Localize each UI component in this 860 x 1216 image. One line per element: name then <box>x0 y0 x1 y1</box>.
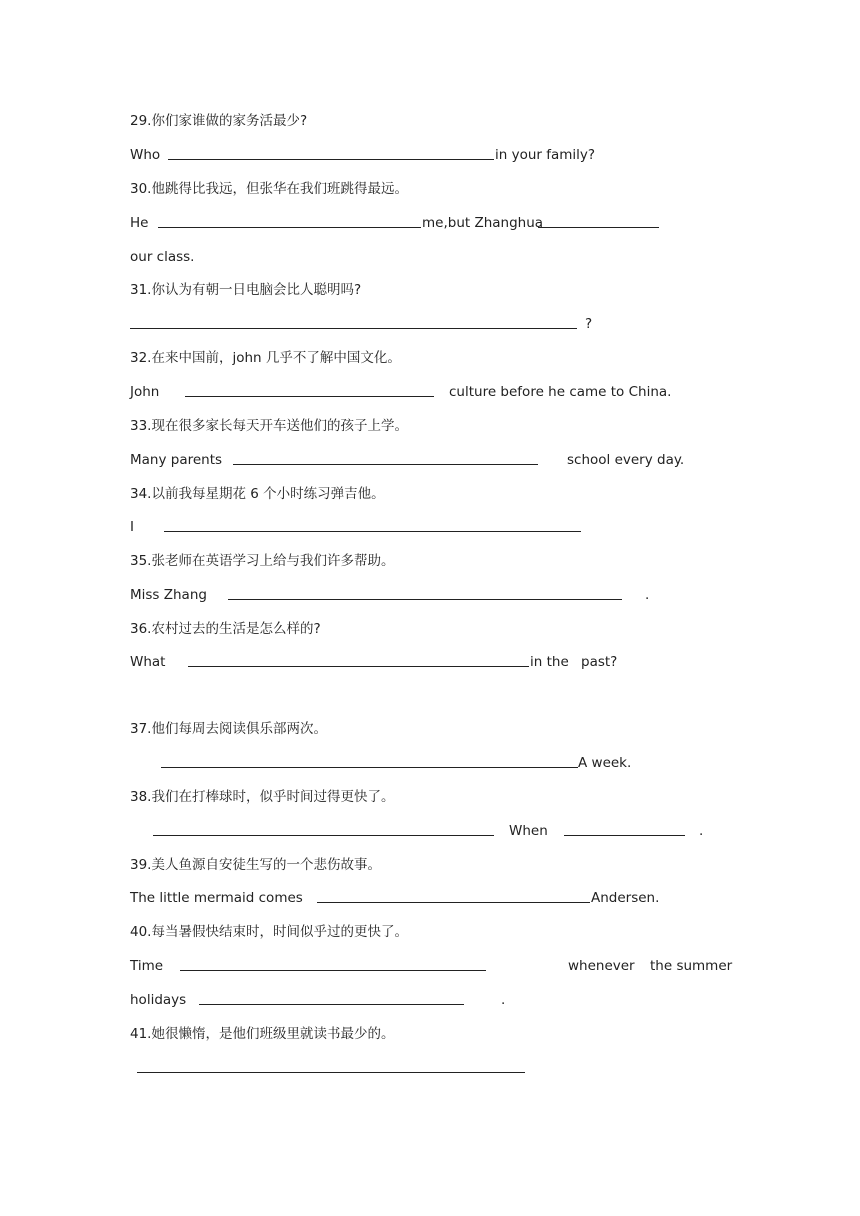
question-39-word-andersen: Andersen. <box>591 890 660 906</box>
question-34-text: 34.以前我每星期花 6 个小时练习弹吉他。 <box>130 486 385 502</box>
question-36-word-in-the: in the <box>530 654 569 670</box>
question-35-word-miss-zhang: Miss Zhang <box>130 587 207 603</box>
question-31-text: 31.你认为有朝一日电脑会比人聪明吗? <box>130 282 362 298</box>
question-30-word-class: our class. <box>130 249 195 265</box>
question-39-text: 39.美人鱼源自安徒生写的一个悲伤故事。 <box>130 857 381 873</box>
question-37-word-week: A week. <box>578 755 632 771</box>
question-32-text: 32.在来中国前，john 几乎不了解中国文化。 <box>130 350 401 366</box>
question-31-blank[interactable] <box>130 328 577 329</box>
question-40-word-whenever: whenever <box>568 958 635 974</box>
question-30-blank-1[interactable] <box>158 227 421 228</box>
question-41-text: 41.她很懒惰，是他们班级里就读书最少的。 <box>130 1026 395 1042</box>
question-30-text: 30.他跳得比我远，但张华在我们班跳得最远。 <box>130 181 408 197</box>
question-40-text: 40.每当暑假快结束时，时间似乎过的更快了。 <box>130 924 408 940</box>
question-40-blank-2[interactable] <box>199 1004 464 1005</box>
question-33-blank[interactable] <box>233 464 538 465</box>
question-38-period: . <box>699 823 704 839</box>
question-37-text: 37.他们每周去阅读俱乐部两次。 <box>130 721 327 737</box>
question-29-text: 29.你们家谁做的家务活最少? <box>130 113 308 129</box>
question-32-blank[interactable] <box>185 396 434 397</box>
question-36-blank[interactable] <box>188 666 529 667</box>
question-39-blank[interactable] <box>317 902 590 903</box>
question-38-word-when: When <box>509 823 548 839</box>
question-36-word-what: What <box>130 654 166 670</box>
question-34-word-i: I <box>130 519 134 535</box>
question-37-blank[interactable] <box>161 767 578 768</box>
question-39-word-mermaid: The little mermaid comes <box>130 890 303 906</box>
question-36-word-past: past? <box>581 654 618 670</box>
question-30-word-he: He <box>130 215 149 231</box>
question-35-period: . <box>645 587 650 603</box>
question-33-text: 33.现在很多家长每天开车送他们的孩子上学。 <box>130 418 408 434</box>
question-29-word-family: in your family? <box>495 147 596 163</box>
question-38-blank-2[interactable] <box>564 835 685 836</box>
question-38-text: 38.我们在打棒球时，似乎时间过得更快了。 <box>130 789 395 805</box>
question-32-word-john: John <box>130 384 160 400</box>
question-35-blank[interactable] <box>228 599 622 600</box>
question-31-question-mark: ? <box>585 316 593 332</box>
question-38-blank-1[interactable] <box>153 835 494 836</box>
question-41-blank[interactable] <box>137 1072 525 1073</box>
question-40-word-time: Time <box>130 958 164 974</box>
question-29-word-who: Who <box>130 147 161 163</box>
question-40-word-holidays: holidays <box>130 992 187 1008</box>
question-32-word-culture: culture before he came to China. <box>449 384 672 400</box>
question-40-period: . <box>501 992 506 1008</box>
question-30-word-zhanghua: me,but Zhanghua <box>422 215 544 231</box>
question-35-text: 35.张老师在英语学习上给与我们许多帮助。 <box>130 553 395 569</box>
question-29-blank[interactable] <box>168 159 494 160</box>
question-33-word-school: school every day. <box>567 452 685 468</box>
question-40-blank-1[interactable] <box>180 970 486 971</box>
question-33-word-parents: Many parents <box>130 452 223 468</box>
question-36-text: 36.农村过去的生活是怎么样的? <box>130 621 321 637</box>
question-30-blank-2[interactable] <box>538 227 659 228</box>
question-40-word-summer: the summer <box>650 958 733 974</box>
question-34-blank[interactable] <box>164 531 581 532</box>
